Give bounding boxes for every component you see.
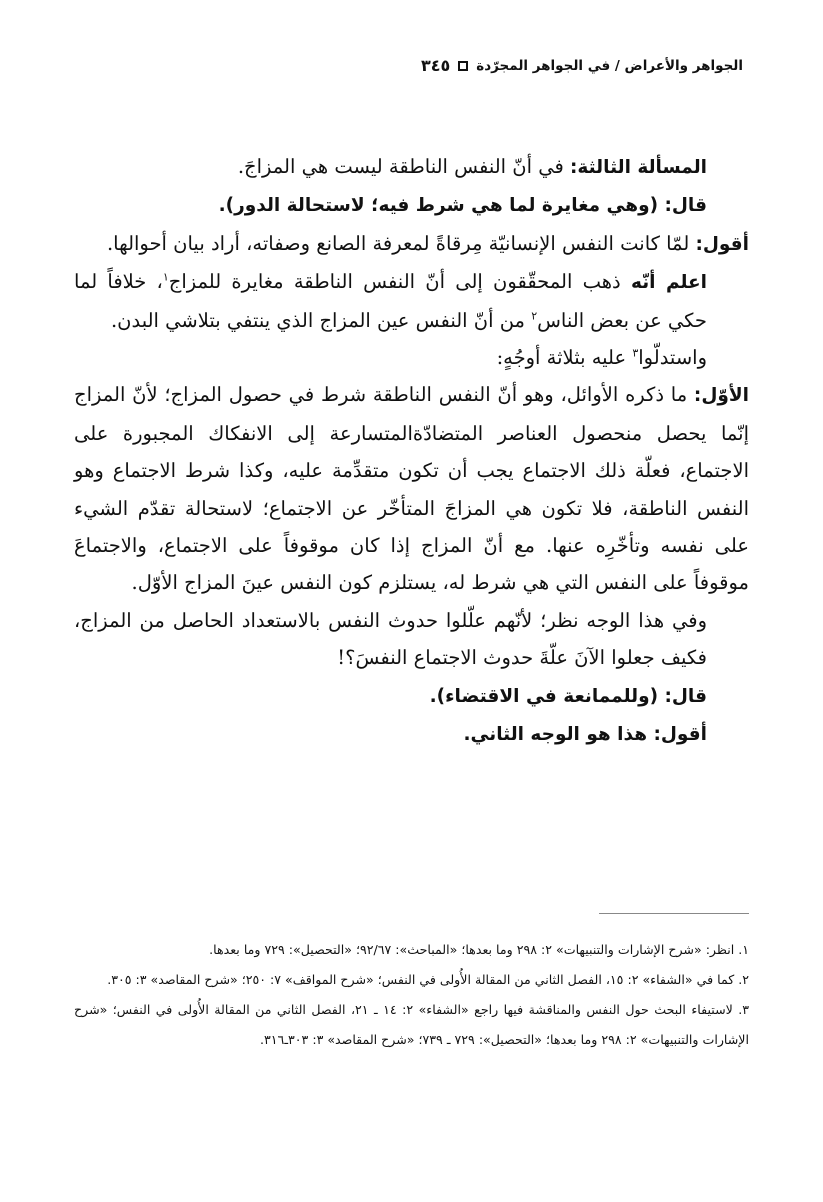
qal-text-2: (وللممانعة في الاقتضاء). bbox=[429, 685, 665, 707]
paragraph-qal-2 bbox=[74, 677, 749, 715]
paragraph-aqul-2 bbox=[74, 715, 749, 753]
qal-label-2: قال: bbox=[664, 685, 707, 707]
qal-text-1: (وهي مغايرة لما هي شرط فيه؛ لاستحالة الدور). bbox=[218, 195, 665, 217]
aqul-text-2: هذا هو الوجه الثاني. bbox=[463, 724, 654, 746]
running-header bbox=[80, 56, 743, 75]
footnote-1: ١. انظر: «شرح الإشارات والتنبيهات» ٢: ٢٩٨ وما بعدها؛ «المباحث»: ٩٢/٦٧؛ «التحصيل»: ٧٢٩ وما بعدها. bbox=[209, 942, 749, 957]
footnote-ref-2: ٢ bbox=[531, 309, 538, 323]
istadallu-text-b: عليه بثلاثة أوجُهٍ: bbox=[496, 346, 633, 370]
aqul-text-1: لمّا كانت النفس الإنسانيّة مِرقاةً لمعرفة الصانع وصفاته، أراد بيان أحوالها. bbox=[106, 231, 696, 255]
running-title: الجواهر والأعراض / في الجواهر المجرّدة bbox=[476, 57, 743, 74]
paragraph-masala bbox=[74, 148, 749, 186]
istadallu-text-a: واستدلّوا bbox=[638, 346, 707, 370]
footnote-ref-3: ٣ bbox=[632, 346, 639, 360]
awwal-label: الأوّل: bbox=[693, 385, 749, 407]
masala-label: المسألة الثالثة: bbox=[570, 157, 707, 178]
paragraph-awwal bbox=[74, 376, 749, 601]
paragraph-ilam bbox=[74, 263, 749, 339]
paragraph-qal-1 bbox=[74, 186, 749, 224]
ilam-label: اعلم أنّه bbox=[630, 272, 707, 294]
aqul-label-1: أقول: bbox=[695, 233, 749, 255]
footnote-divider bbox=[599, 913, 749, 914]
masala-text: في أنّ النفس الناطقة ليست هي المزاجَ. bbox=[237, 155, 571, 178]
footnote-2: ٢. كما في «الشفاء» ٢: ١٥، الفصل الثاني من المقالة الأُولى في النفس؛ «شرح المواقف» ٧: ٢٥٠؛ «شرح المقاصد» ٣: ٣٠٥. bbox=[107, 972, 749, 987]
qal-label-1: قال: bbox=[664, 195, 707, 217]
ilam-text-b: ، خلافاً لما حكي عن بعض الناس bbox=[74, 270, 707, 332]
page-number: ٣٤٥ bbox=[420, 56, 451, 75]
footnote-ref-1: ١ bbox=[162, 270, 169, 284]
paragraph-istadallu bbox=[74, 339, 749, 376]
paragraph-nazar bbox=[74, 602, 749, 677]
footnotes bbox=[74, 935, 749, 1055]
awwal-text: ما ذكره الأوائل، وهو أنّ النفس الناطقة شرط في حصول المزاج؛ لأنّ المزاج إنّما يحصل منحصول العناصر المتضادّةالمتسارعة إلى الانفكاك المجبورة على الاجتماع، فعلّة ذلك الاجتماع يجب أن تكون متقدِّمة عليه، وكذا شرط الاجتماع وهو النفس الناطقة، فلا تكون هي المزاجَ المتأخّر عن الاجتماع؛ لاستحالة تقدّم الشيء على نفسه وتأخّرِه عنها. مع أنّ المزاج إذا كان موقوفاً على الاجتماع، والاجتماعَ موقوفاً على النفس التي هي شرط له، يستلزم كون النفس عينَ المزاج الأوّل. bbox=[74, 383, 749, 595]
nazar-text: وفي هذا الوجه نظر؛ لأنّهم علّلوا حدوث النفس بالاستعداد الحاصل من المزاج، فكيف جعلوا الآنَ علّةَ حدوث الاجتماع النفسَ؟! bbox=[74, 608, 707, 670]
main-text bbox=[74, 148, 749, 754]
footnote-3: ٣. لاستيفاء البحث حول النفس والمناقشة فيها راجع «الشفاء» ٢: ١٤ ـ ٢١، الفصل الثاني من المقالة الأُولى في النفس؛ «شرح الإشارات والتنبيهات» ٢: ٢٩٨ وما بعدها؛ «التحصيل»: ٧٢٩ ـ ٧٣٩؛ «شرح المقاصد» ٣: ٣٠٣ـ٣١٦. bbox=[74, 1002, 750, 1047]
ilam-text-c: من أنّ النفس عين المزاج الذي ينتفي بتلاشي البدن. bbox=[110, 308, 532, 332]
ilam-text-a: ذهب المحقّقون إلى أنّ النفس الناطقة مغايرة للمزاج bbox=[168, 270, 631, 294]
square-separator-icon bbox=[458, 61, 468, 71]
paragraph-aqul-1 bbox=[74, 225, 749, 263]
aqul-label-2: أقول: bbox=[653, 724, 707, 746]
